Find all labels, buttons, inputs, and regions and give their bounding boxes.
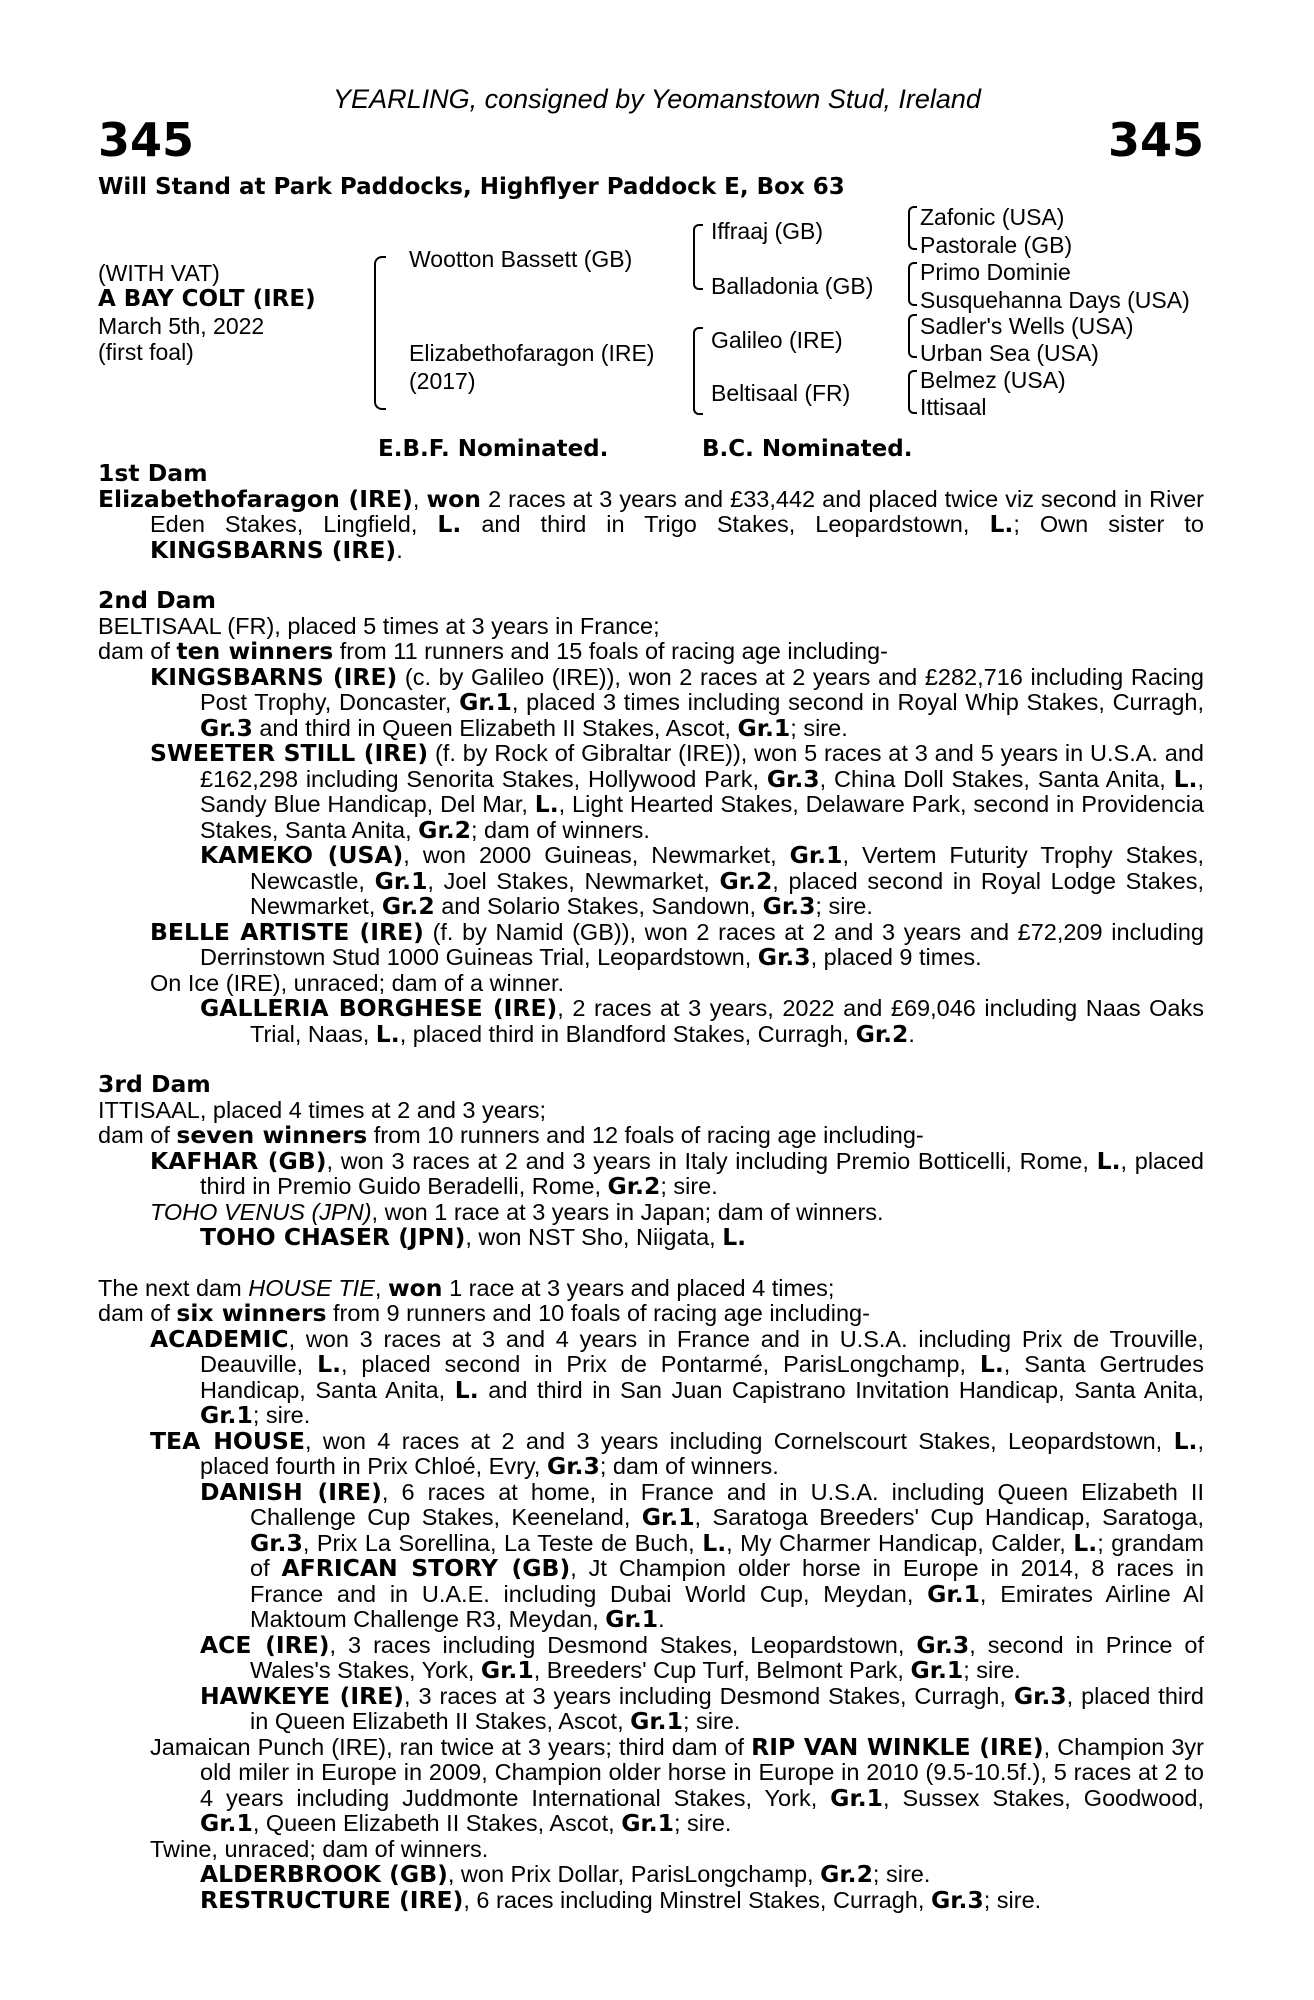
dam1-text: and third in Trigo Stakes, Leopardstown, <box>461 511 990 537</box>
dam1-text: 2 races at 3 years and £33,442 and placed twice viz second in River Eden Stakes, Lingfield, <box>150 485 1204 537</box>
sire-name: Wootton Bassett (GB) <box>409 246 633 272</box>
text: , won Prix Dollar, ParisLongchamp, <box>447 1861 821 1887</box>
horse-name: TEA HOUSE <box>150 1426 305 1455</box>
section-heading-1st-dam: 1st Dam <box>98 459 208 487</box>
grade-tag: Gr.1 <box>927 1579 980 1608</box>
text: (c. by Galileo (IRE)), won 2 races at 2 years and £282,716 including Racing Post Trophy, Doncaster, <box>200 663 1204 715</box>
produce-belle-artiste <box>98 917 1205 971</box>
dam1-name: Elizabethofaragon (IRE) <box>98 484 413 513</box>
text: , Sandy Blue Handicap, Del Mar, <box>200 765 1204 817</box>
consignor-line: YEARLING, consigned by Yeomanstown Stud, Ireland <box>333 84 981 114</box>
dam-sire: Galileo (IRE) <box>711 327 843 353</box>
dam1-text: ; Own sister to <box>1013 511 1204 537</box>
dam1-paragraph: Elizabethofaragon (IRE), won 2 races at 3 years and £33,442 and placed twice viz second in River Eden Stakes, Lingfield, L. and third in Trigo Stakes, Leopardstown, L.; Own sister to KINGSBARNS (IRE). <box>98 484 1204 564</box>
grade-tag: Gr.1 <box>789 841 843 869</box>
horse-name: A BAY COLT (IRE) <box>98 286 316 312</box>
grade-tag: Gr.1 <box>459 688 512 716</box>
dam-dam: Beltisaal (FR) <box>711 380 851 406</box>
text: and Solario Stakes, Sandown, <box>434 893 763 919</box>
produce-sweeter-still <box>98 741 1204 843</box>
text: ; sire. <box>872 1861 931 1887</box>
listed-tag: L. <box>1173 1426 1198 1455</box>
listed-tag: L. <box>1096 1146 1121 1175</box>
horse-name: ALDERBROOK (GB) <box>200 1860 448 1888</box>
grade-tag: Gr.2 <box>719 866 773 895</box>
listed-tag: L. <box>1173 764 1198 793</box>
text: , won 1 race at 3 years in Japan; dam of winners. <box>371 1198 884 1225</box>
grade-tag: Gr.1 <box>630 1707 683 1735</box>
produce-restructure <box>98 1885 1204 1914</box>
gg-7: Belmez (USA) <box>920 367 1066 393</box>
text: (f. by Rock of Gibraltar (IRE)), won 5 races at 3 and 5 years in U.S.A. and £162,298 including Senorita Stakes, Hollywood Park, <box>200 740 1205 792</box>
text: , won NST Sho, Niigata, <box>465 1224 723 1250</box>
text: , 3 races at 3 years including Desmond Stakes, Curragh, <box>404 1682 1014 1709</box>
horse-name: AFRICAN STORY (GB) <box>281 1554 571 1582</box>
text: , second in Prince of Wales's Stakes, York, <box>250 1631 1204 1683</box>
ebf-nominated: E.B.F. Nominated. <box>378 436 609 462</box>
foal-note: (first foal) <box>98 339 194 365</box>
stand-location: Will Stand at Park Paddocks, Highflyer Paddock E, Box 63 <box>98 174 845 200</box>
text: , 3 races including Desmond Stakes, Leopardstown, <box>329 1631 917 1658</box>
won-label: won <box>387 1273 443 1302</box>
produce-ace <box>98 1630 1204 1684</box>
horse-name: RIP VAN WINKLE (IRE) <box>751 1732 1044 1761</box>
text: , Prix La Sorellina, La Teste de Buch, <box>302 1529 703 1556</box>
gg-8: Ittisaal <box>920 394 987 420</box>
gg-5: Sadler's Wells (USA) <box>920 313 1134 339</box>
horse-name: HAWKEYE (IRE) <box>200 1681 405 1710</box>
text: dam of <box>98 638 177 664</box>
listed-tag: L. <box>989 510 1014 538</box>
produce-twine: Twine, unraced; dam of winners. <box>150 1835 489 1862</box>
dam4-intro <box>98 1273 1204 1302</box>
horse-name: KINGSBARNS (IRE) <box>150 662 398 691</box>
pedigree-brace-g3 <box>908 314 917 358</box>
section-heading-3rd-dam: 3rd Dam <box>98 1070 211 1098</box>
listed-tag: L. <box>702 1528 727 1557</box>
text: ; sire. <box>252 1402 311 1428</box>
text: , placed third in Queen Elizabeth II Stakes, Ascot, <box>250 1682 1205 1734</box>
text: dam of <box>98 1300 177 1326</box>
text: , placed 9 times. <box>810 944 982 970</box>
section-heading-2nd-dam: 2nd Dam <box>98 586 216 614</box>
text: , Santa Gertrudes Handicap, Santa Anita, <box>200 1351 1204 1403</box>
text: , 6 races including Minstrel Stakes, Curragh, <box>463 1886 931 1913</box>
pedigree-brace-g1 <box>908 206 917 250</box>
sire-dam: Balladonia (GB) <box>711 273 874 299</box>
bc-nominated: B.C. Nominated. <box>702 436 913 462</box>
grade-tag: Gr.3 <box>757 943 811 971</box>
listed-tag: L. <box>454 1375 479 1404</box>
text: , placed third in Premio Guido Beradelli, Rome, <box>200 1147 1204 1199</box>
text: ; sire. <box>963 1657 1021 1683</box>
grade-tag: Gr.2 <box>607 1172 661 1200</box>
text: , Saratoga Breeders' Cup Handicap, Saratoga, <box>694 1504 1205 1530</box>
dam3-intro: ITTISAAL, placed 4 times at 2 and 3 years; <box>98 1096 547 1123</box>
text: , won 2000 Guineas, Newmarket, <box>403 842 790 868</box>
grade-tag: Gr.1 <box>830 1783 883 1812</box>
dam-name: Elizabethofaragon (IRE) <box>409 340 655 366</box>
horse-name: ACE (IRE) <box>200 1630 330 1659</box>
grade-tag: Gr.1 <box>200 1401 253 1429</box>
horse-name: SWEETER STILL (IRE) <box>150 739 429 767</box>
produce-kameko <box>98 843 1204 920</box>
grade-tag: Gr.1 <box>910 1656 964 1684</box>
listed-tag: L. <box>722 1223 747 1251</box>
produce-on-ice: On Ice (IRE), unraced; dam of a winner. <box>150 969 565 996</box>
horse-name: TOHO CHASER (JPN) <box>200 1223 466 1251</box>
text: The next dam <box>98 1274 249 1301</box>
grade-tag: Gr.1 <box>200 1809 253 1837</box>
grade-tag: Gr.3 <box>916 1630 970 1659</box>
grade-tag: Gr.1 <box>374 866 428 895</box>
grade-tag: Gr.3 <box>547 1452 600 1480</box>
horse-name: RESTRUCTURE (IRE) <box>200 1885 464 1914</box>
text: , 6 races at home, in France and in U.S.A. including Queen Elizabeth II Challenge Cup Stakes, Keeneland, <box>250 1478 1204 1530</box>
text: from 11 runners and 15 foals of racing age including- <box>333 638 888 664</box>
listed-tag: L. <box>1073 1528 1098 1557</box>
horse-name: DANISH (IRE) <box>200 1477 382 1506</box>
text: 1 race at 3 years and placed 4 times; <box>442 1274 835 1301</box>
text: , Champion 3yr old miler in Europe in 2009, Champion older horse in Europe in 2010 (9.5-10.5f.), 5 races at 2 to 4 years including Juddmonte International Stakes, York, <box>200 1733 1204 1811</box>
text: ; dam of winners. <box>470 816 650 843</box>
produce-kingsbarns <box>98 662 1204 742</box>
dam3-produce-line <box>98 1123 1204 1149</box>
horse-name: KAMEKO (USA) <box>200 841 404 869</box>
grade-tag: Gr.3 <box>250 1528 303 1557</box>
pedigree-brace-sire <box>693 224 703 290</box>
lot-number-left: 345 <box>98 113 195 167</box>
gg-4: Susquehanna Days (USA) <box>920 287 1190 313</box>
pedigree-brace-dam <box>693 327 703 415</box>
foaling-date: March 5th, 2022 <box>98 313 265 339</box>
winners-count: seven winners <box>176 1121 368 1149</box>
text: , China Doll Stakes, Santa Anita, <box>819 765 1174 792</box>
sire-sire: Iffraaj (GB) <box>711 218 824 244</box>
grade-tag: Gr.2 <box>855 1019 909 1048</box>
produce-alderbrook <box>98 1862 1204 1888</box>
text: . <box>908 1020 915 1047</box>
text: , won 3 races at 3 and 4 years in France and in U.S.A. including Prix de Trouville, Deauville, <box>200 1325 1204 1377</box>
text: , won 4 races at 2 and 3 years including Cornelscourt Stakes, Leopardstown, <box>304 1427 1174 1454</box>
produce-kafhar <box>98 1146 1204 1200</box>
horse-name: TOHO VENUS (JPN) <box>150 1198 372 1225</box>
horse-name: ACADEMIC <box>150 1324 289 1353</box>
grade-tag: Gr.3 <box>762 892 816 920</box>
text: , Vertem Futurity Trophy Stakes, Newcastle, <box>250 842 1204 894</box>
produce-hawkeye <box>98 1681 1205 1735</box>
text: , Emirates Airline Al Maktoum Challenge R3, Meydan, <box>250 1580 1204 1632</box>
dam4-produce-line <box>98 1301 1204 1327</box>
gg-6: Urban Sea (USA) <box>920 340 1099 366</box>
dam2-produce-line <box>98 639 1204 665</box>
text: ; sire. <box>983 1886 1042 1913</box>
pedigree-brace-main <box>374 256 386 410</box>
dam-year: (2017) <box>409 368 476 394</box>
text: , Queen Elizabeth II Stakes, Ascot, <box>252 1810 622 1836</box>
text: from 10 runners and 12 foals of racing age including- <box>367 1122 924 1148</box>
text: ; sire. <box>660 1173 718 1199</box>
text: and third in Queen Elizabeth II Stakes, Ascot, <box>252 714 738 741</box>
text: , Sussex Stakes, Goodwood, <box>882 1784 1204 1811</box>
text: , Breeders' Cup Turf, Belmont Park, <box>533 1657 911 1683</box>
grade-tag: Gr.1 <box>641 1503 695 1531</box>
produce-danish <box>98 1477 1205 1633</box>
text: , My Charmer Handicap, Calder, <box>726 1529 1074 1556</box>
grade-tag: Gr.2 <box>418 815 471 844</box>
gg-1: Zafonic (USA) <box>920 204 1065 230</box>
text: ; sire. <box>674 1810 732 1836</box>
grade-tag: Gr.1 <box>737 713 791 742</box>
text: ; sire. <box>682 1708 741 1734</box>
text: ; sire. <box>815 893 873 919</box>
text: ; grandam of <box>250 1529 1204 1581</box>
dam1-won: won <box>426 484 482 513</box>
text: ; dam of winners. <box>599 1453 779 1479</box>
winners-count: six winners <box>176 1299 327 1327</box>
text: and third in San Juan Capistrano Invitation Handicap, Santa Anita, <box>478 1376 1204 1403</box>
horse-name: KAFHAR (GB) <box>150 1146 327 1175</box>
produce-tea-house <box>98 1426 1204 1480</box>
dam1-text: . <box>396 536 403 563</box>
listed-tag: L. <box>534 790 559 818</box>
winners-count: ten winners <box>176 637 334 665</box>
grade-tag: Gr.1 <box>605 1605 659 1633</box>
horse-name: GALLERIA BORGHESE (IRE) <box>200 994 558 1022</box>
grade-tag: Gr.1 <box>621 1809 674 1837</box>
grade-tag: Gr.3 <box>930 1885 984 1914</box>
vat-note: (WITH VAT) <box>98 260 220 286</box>
text: , placed second in Royal Lodge Stakes, Newmarket, <box>250 867 1204 919</box>
text: ; sire. <box>790 714 848 741</box>
horse-name: BELLE ARTISTE (IRE) <box>150 917 424 946</box>
text: , <box>374 1274 388 1301</box>
text: , Jt Champion older horse in Europe in 2014, 8 races in France and in U.A.E. including Dubai World Cup, Meydan, <box>250 1555 1204 1607</box>
listed-tag: L. <box>979 1350 1004 1378</box>
produce-galleria-borghese <box>98 996 1204 1047</box>
produce-toho-venus <box>98 1200 1204 1226</box>
dam2-intro: BELTISAAL (FR), placed 5 times at 3 years in France; <box>98 612 660 639</box>
text: dam of <box>98 1122 177 1148</box>
produce-jamaican-punch <box>98 1732 1204 1837</box>
horse-name: HOUSE TIE <box>248 1274 375 1301</box>
text: , won 3 races at 2 and 3 years in Italy including Premio Botticelli, Rome, <box>326 1147 1097 1174</box>
listed-tag: L. <box>375 1019 400 1048</box>
grade-tag: Gr.3 <box>766 764 820 793</box>
grade-tag: Gr.3 <box>1013 1681 1067 1710</box>
listed-tag: L. <box>317 1350 341 1378</box>
dam1-sister: KINGSBARNS (IRE) <box>150 535 397 564</box>
text: , 2 races at 3 years, 2022 and £69,046 including Naas Oaks Trial, Naas, <box>250 995 1204 1047</box>
grade-tag: Gr.2 <box>820 1860 873 1888</box>
text: , placed second in Prix de Pontarmé, ParisLongchamp, <box>341 1351 980 1377</box>
text: , placed 3 times including second in Royal Whip Stakes, Curragh, <box>511 689 1204 715</box>
text: , placed third in Blandford Stakes, Curragh, <box>399 1020 856 1047</box>
pedigree-brace-g4 <box>908 370 917 414</box>
gg-3: Primo Dominie <box>920 259 1071 285</box>
lot-number-right: 345 <box>1107 113 1204 167</box>
produce-toho-chaser <box>98 1225 1204 1251</box>
text: Jamaican Punch (IRE), ran twice at 3 years; third dam of <box>150 1733 752 1760</box>
text: , placed fourth in Prix Chloé, Evry, <box>200 1427 1204 1479</box>
text: from 9 runners and 10 foals of racing age including- <box>326 1300 870 1326</box>
text: , Light Hearted Stakes, Delaware Park, second in Providencia Stakes, Santa Anita, <box>200 791 1204 843</box>
grade-tag: Gr.1 <box>480 1656 534 1684</box>
pedigree-brace-g2 <box>908 262 917 306</box>
produce-academic <box>98 1324 1204 1429</box>
grade-tag: Gr.3 <box>200 713 253 742</box>
grade-tag: Gr.2 <box>381 892 435 920</box>
text: . <box>658 1606 665 1632</box>
gg-2: Pastorale (GB) <box>920 232 1073 258</box>
listed-tag: L. <box>437 510 462 538</box>
text: , Joel Stakes, Newmarket, <box>427 867 720 894</box>
pedigree-details <box>98 461 1204 1913</box>
text: (f. by Namid (GB)), won 2 races at 2 and 3 years and £72,209 including Derrinstown Stud 1000 Guineas Trial, Leopardstown, <box>200 918 1205 970</box>
